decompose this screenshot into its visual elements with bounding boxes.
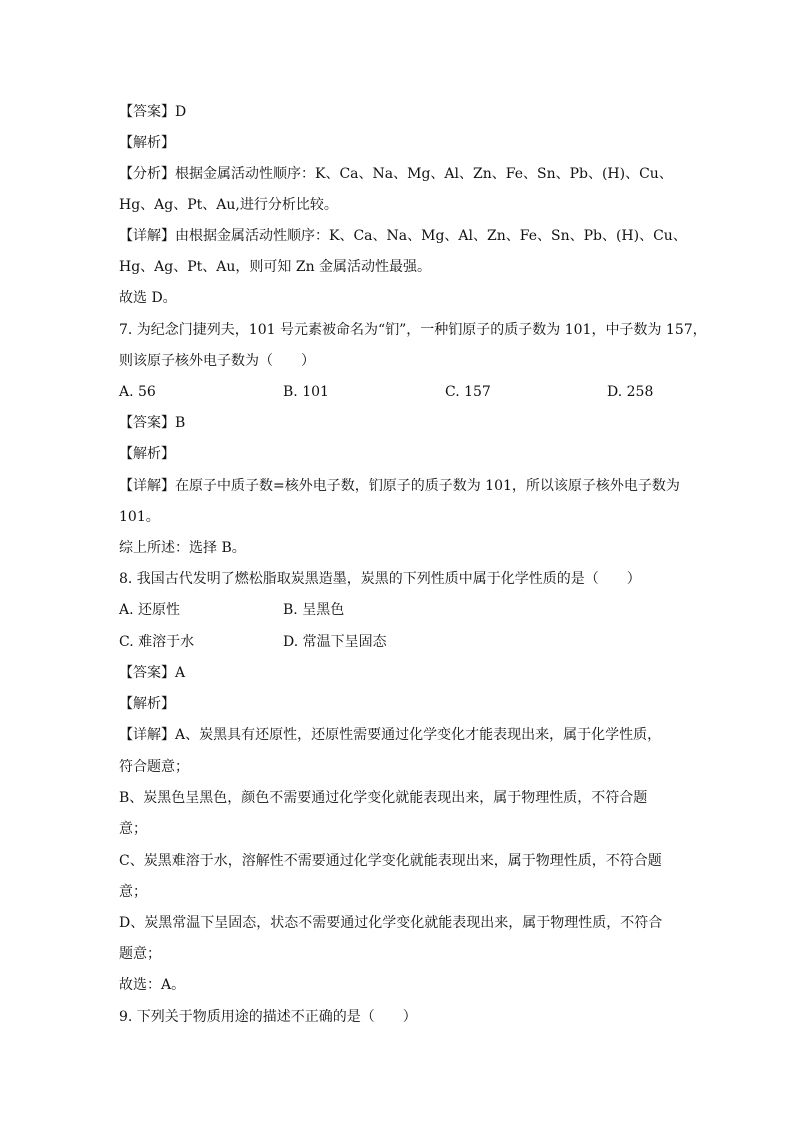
q6-fenxi-line-2: Hg、Ag、Pt、Au,进行分析比较。 — [119, 197, 338, 213]
q6-analysis-header: 【解析】 — [119, 135, 175, 151]
q8-option-c: C. 难溶于水 — [119, 634, 195, 650]
q6-detail-line-1: 【详解】由根据金属活动性顺序：K、Ca、Na、Mg、Al、Zn、Fe、Sn、Pb、(H)、Cu、 — [119, 228, 687, 244]
q8-stem: 8. 我国古代发明了燃松脂取炭黑造墨，炭黑的下列性质中属于化学性质的是（ ） — [119, 571, 641, 587]
q9-stem: 9. 下列关于物质用途的描述不正确的是（ ） — [119, 1009, 417, 1025]
q8-detail-d-line-2: 题意； — [119, 946, 161, 962]
q7-option-b: B. 101 — [283, 384, 329, 400]
q8-detail-c-line-1: C、炭黑难溶于水，溶解性不需要通过化学变化就能表现出来，属于物理性质，不符合题 — [119, 853, 662, 869]
q8-option-a: A. 还原性 — [119, 602, 181, 618]
q8-conclusion: 故选：A。 — [119, 977, 186, 993]
q7-stem-line-2: 则该原子核外电子数为（ ） — [119, 353, 315, 369]
q8-detail-b-line-1: B、炭黑色呈黑色，颜色不需要通过化学变化就能表现出来，属于物理性质，不符合题 — [119, 790, 648, 806]
q8-option-b: B. 呈黑色 — [283, 602, 345, 618]
q6-conclusion: 故选 D。 — [119, 290, 177, 306]
q7-detail-line-2: 101。 — [119, 509, 160, 525]
q6-answer: 【答案】D — [119, 104, 187, 120]
q8-detail-c-line-2: 意； — [119, 884, 147, 900]
q8-option-d: D. 常温下呈固态 — [283, 634, 387, 650]
q7-conclusion: 综上所述：选择 B。 — [119, 540, 246, 556]
q8-detail-a-line-1: 【详解】A、炭黑具有还原性，还原性需要通过化学变化才能表现出来，属于化学性质， — [119, 727, 662, 743]
q6-detail-line-2: Hg、Ag、Pt、Au，则可知 Zn 金属活动性最强。 — [119, 259, 432, 275]
q6-fenxi-line-1: 【分析】根据金属活动性顺序：K、Ca、Na、Mg、Al、Zn、Fe、Sn、Pb、(H)、Cu、 — [119, 166, 673, 182]
q7-stem-line-1: 7. 为纪念门捷列夫，101 号元素被命名为“钔”，一种钔原子的质子数为 101，中子数为 157， — [119, 322, 707, 338]
q7-option-d: D. 258 — [607, 384, 654, 400]
q8-analysis-header: 【解析】 — [119, 696, 175, 712]
q8-answer: 【答案】A — [119, 665, 186, 681]
q7-option-a: A. 56 — [119, 384, 156, 400]
q7-option-c: C. 157 — [445, 384, 491, 400]
q8-detail-d-line-1: D、炭黑常温下呈固态，状态不需要通过化学变化就能表现出来，属于物理性质，不符合 — [119, 915, 663, 931]
q7-answer: 【答案】B — [119, 415, 186, 431]
q7-analysis-header: 【解析】 — [119, 446, 175, 462]
q7-detail-line-1: 【详解】在原子中质子数=核外电子数，钔原子的质子数为 101，所以该原子核外电子数为 — [119, 478, 680, 494]
q8-detail-a-line-2: 符合题意； — [119, 759, 189, 775]
q8-detail-b-line-2: 意； — [119, 821, 147, 837]
